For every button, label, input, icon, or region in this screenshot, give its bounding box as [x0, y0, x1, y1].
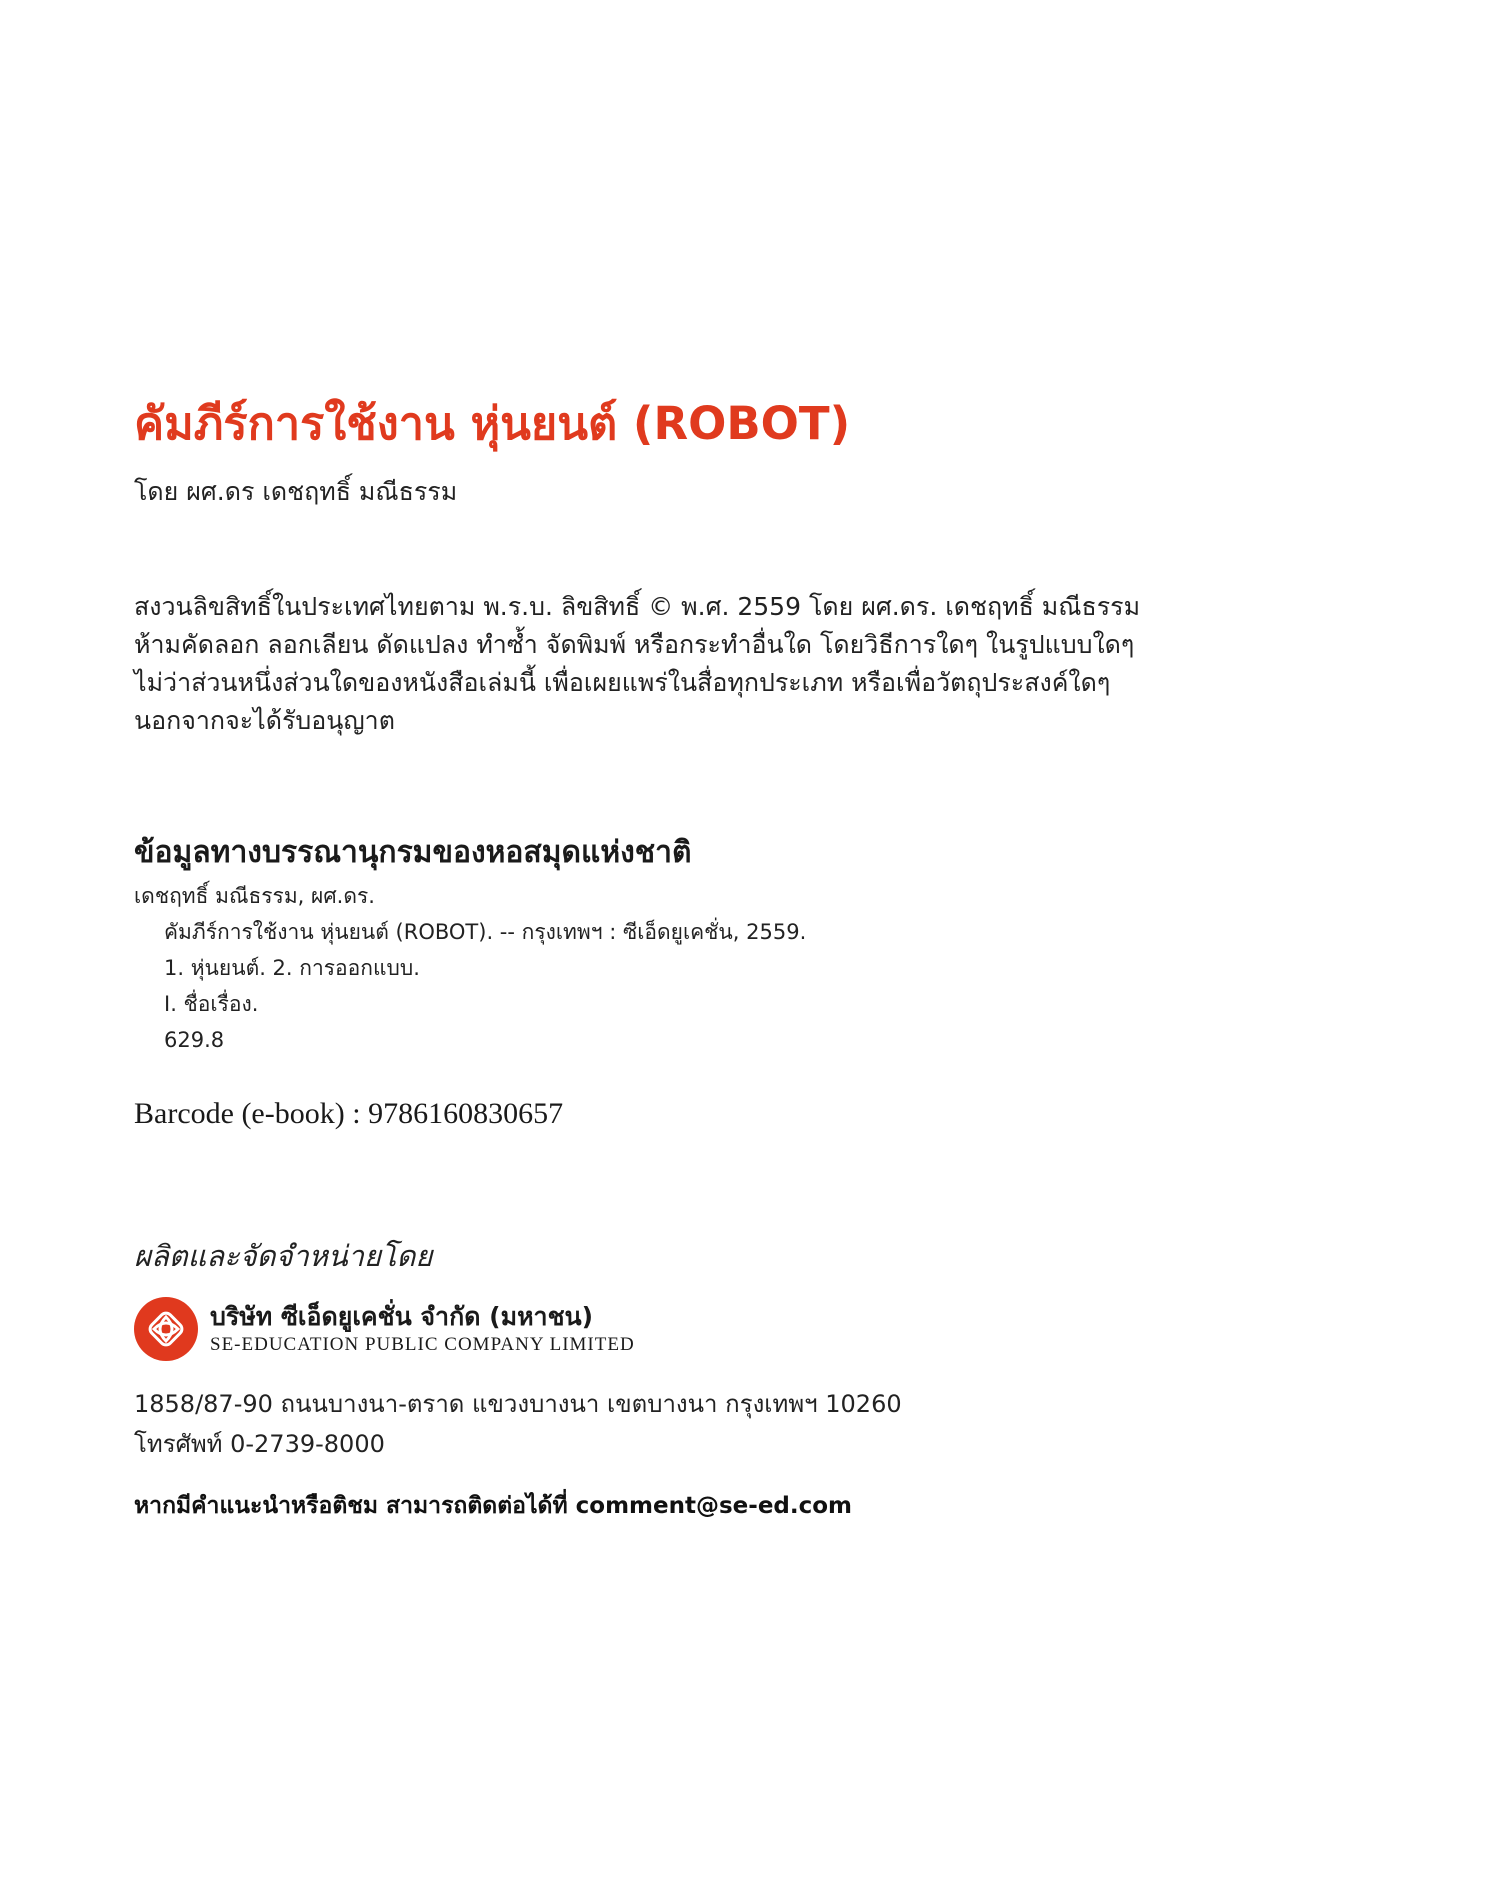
book-title: คัมภีร์การใช้งาน หุ่นยนต์ (ROBOT) — [134, 397, 851, 450]
copyright-line: นอกจากจะได้รับอนุญาต — [134, 706, 395, 735]
cip-classification: 629.8 — [164, 1028, 225, 1052]
logo-knot-icon — [146, 1309, 186, 1349]
cip-heading: ข้อมูลทางบรรณานุกรมของหอสมุดแห่งชาติ — [134, 835, 692, 870]
cip-title-entry: คัมภีร์การใช้งาน หุ่นยนต์ (ROBOT). -- กรุงเทพฯ : ซีเอ็ดยูเคชั่น, 2559. — [164, 920, 807, 944]
barcode-line: Barcode (e-book) : 9786160830657 — [134, 1097, 564, 1130]
cip-record — [134, 878, 806, 1058]
copyright-line: สงวนลิขสิทธิ์ในประเทศไทยตาม พ.ร.บ. ลิขสิทธิ์ © พ.ศ. 2559 โดย ผศ.ดร. เดชฤทธิ์ มณีธรรม — [134, 592, 1141, 621]
cip-title-added: I. ชื่อเรื่อง. — [164, 992, 259, 1016]
publisher-block — [134, 1296, 635, 1362]
copyright-notice — [134, 588, 1140, 740]
author-line: โดย ผศ.ดร เดชฤทธิ์ มณีธรรม — [134, 477, 458, 506]
cip-subjects: 1. หุ่นยนต์. 2. การออกแบบ. — [164, 956, 420, 980]
publisher-phone: โทรศัพท์ 0-2739-8000 — [134, 1430, 385, 1458]
publisher-address: 1858/87-90 ถนนบางนา-ตราด แขวงบางนา เขตบางนา กรุงเทพฯ 10260 — [134, 1390, 902, 1418]
publisher-name-thai: บริษัท ซีเอ็ดยูเคชั่น จำกัด (มหาชน) — [210, 1302, 594, 1331]
se-ed-logo-icon — [134, 1297, 198, 1361]
publisher-name-english: SE-EDUCATION PUBLIC COMPANY LIMITED — [210, 1334, 635, 1355]
produced-by-label: ผลิตและจัดจำหน่ายโดย — [134, 1239, 433, 1273]
copyright-line: ห้ามคัดลอก ลอกเลียน ดัดแปลง ทำซ้ำ จัดพิมพ์ หรือกระทำอื่นใด โดยวิธีการใดๆ ในรูปแบบใดๆ — [134, 630, 1135, 659]
comment-contact: หากมีคำแนะนำหรือติชม สามารถติดต่อได้ที่ comment@se-ed.com — [134, 1493, 853, 1519]
publisher-contact — [134, 1384, 902, 1464]
copyright-line: ไม่ว่าส่วนหนึ่งส่วนใดของหนังสือเล่มนี้ เพื่อเผยแพร่ในสื่อทุกประเภท หรือเพื่อวัตถุประสงค์ใดๆ — [134, 668, 1111, 697]
publisher-names — [210, 1301, 635, 1357]
cip-main-entry: เดชฤทธิ์ มณีธรรม, ผศ.ดร. — [134, 884, 375, 908]
